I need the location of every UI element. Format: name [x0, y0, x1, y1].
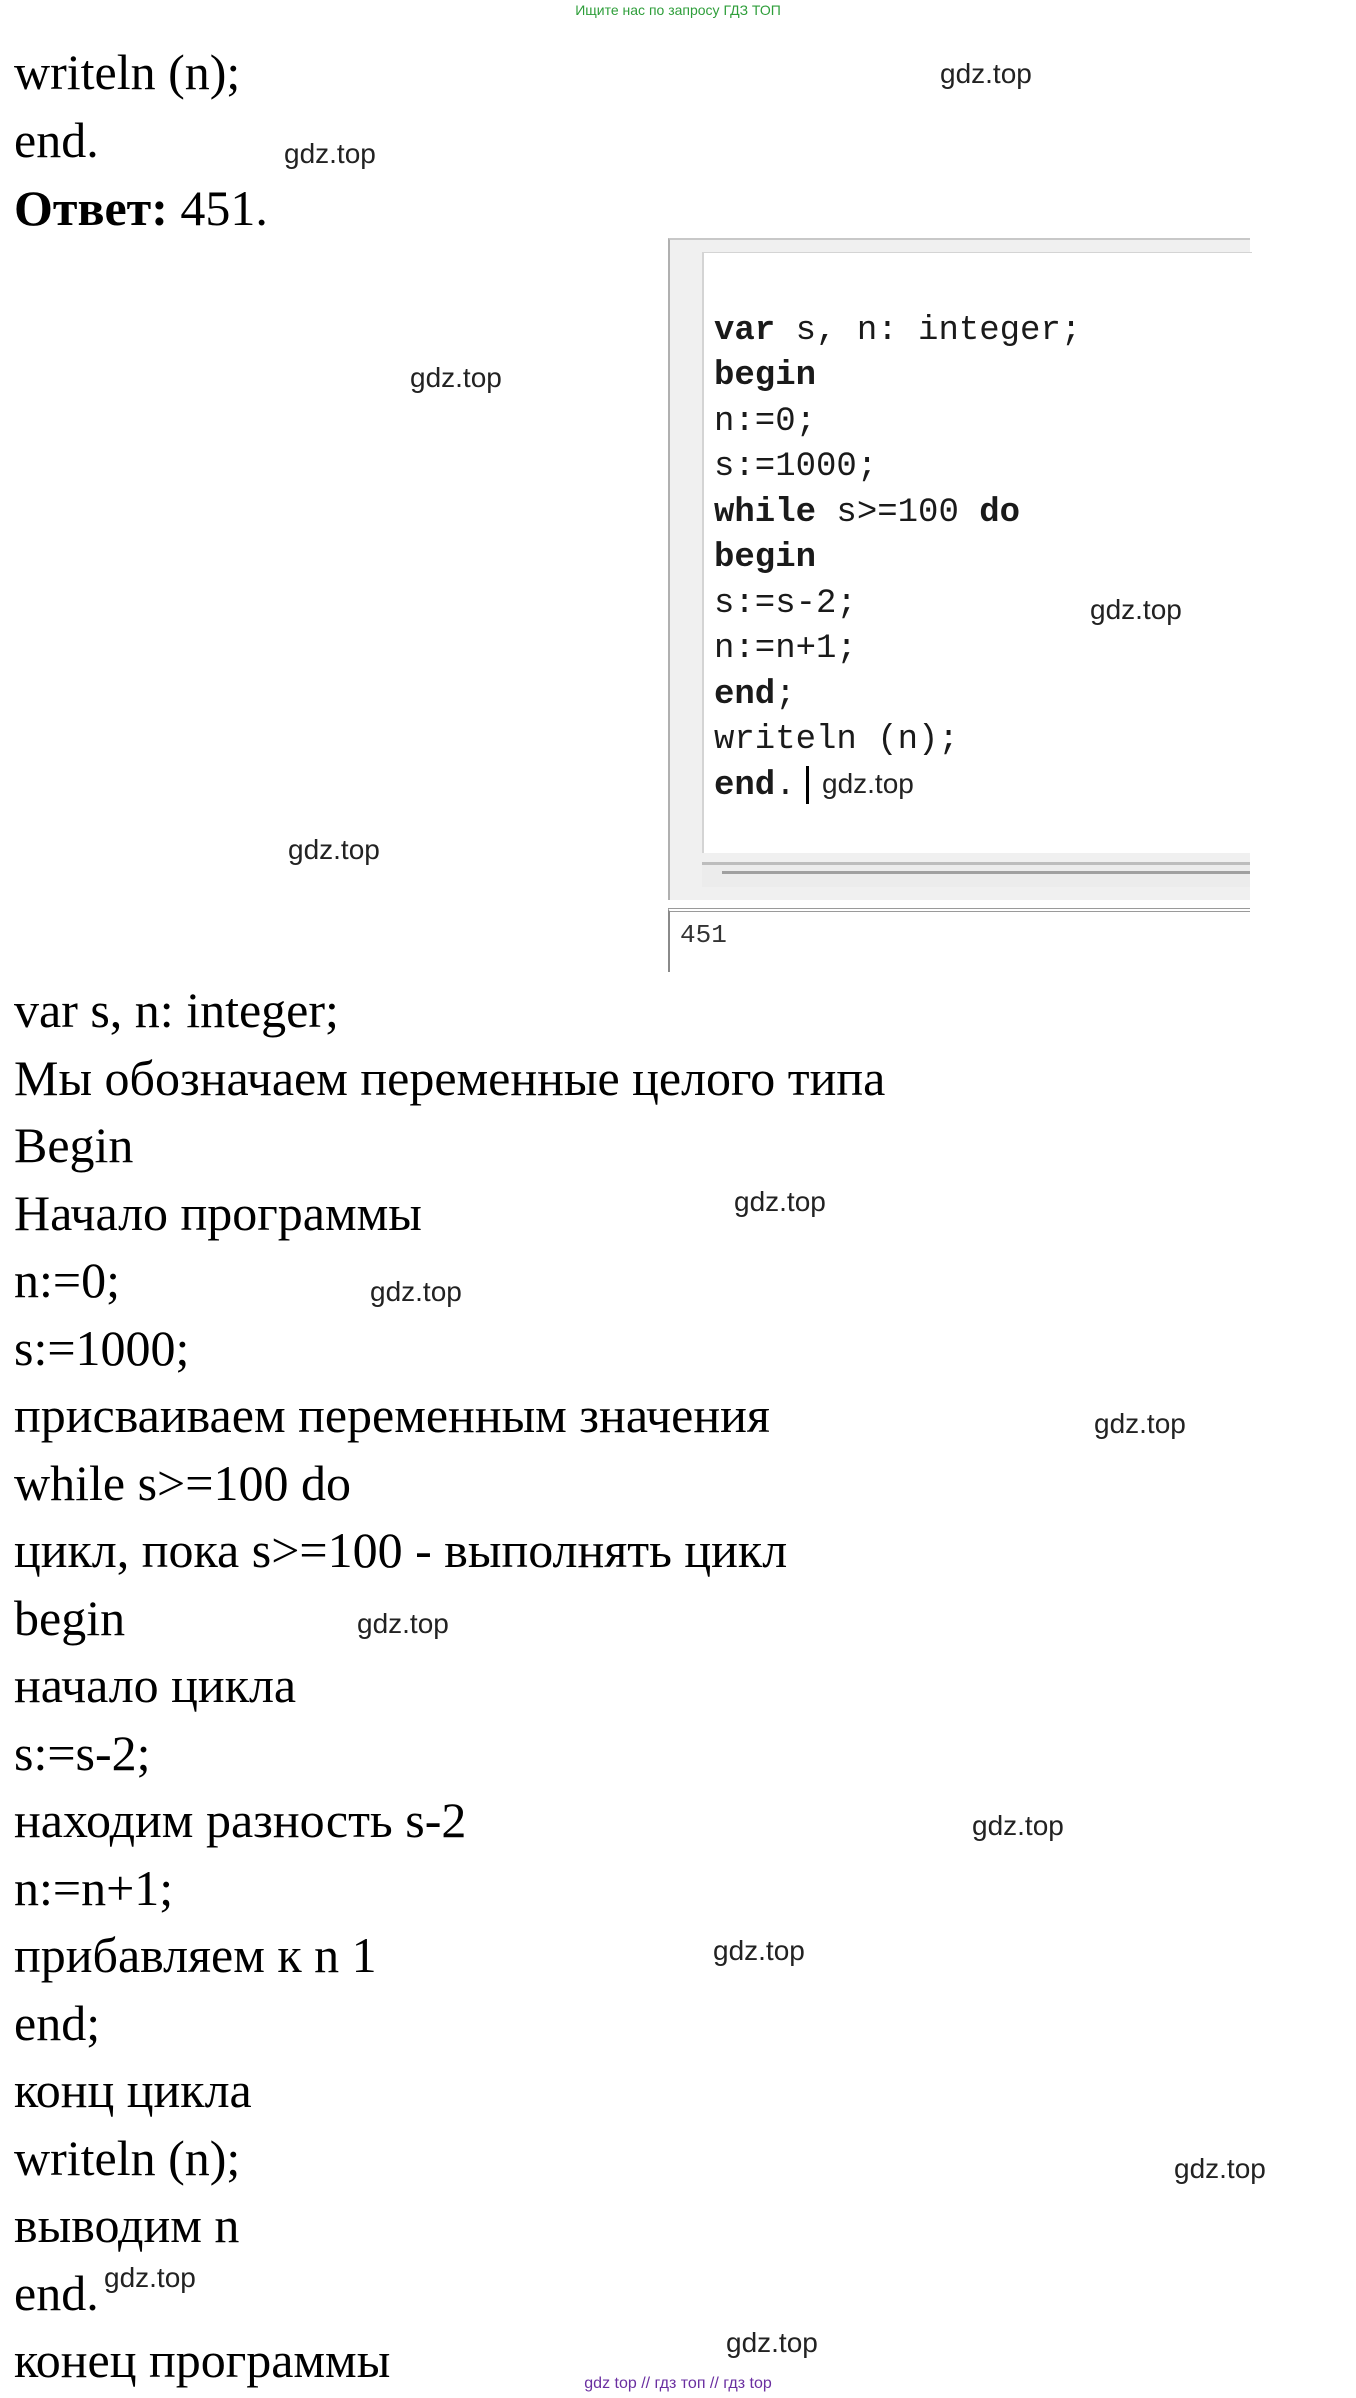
- explanation-line: цикл, пока s>=100 - выполнять цикл: [14, 1522, 788, 1578]
- watermark: gdz.top: [1090, 594, 1182, 625]
- ide-editor-window: [668, 238, 1250, 900]
- watermark: gdz.top: [822, 768, 914, 799]
- bottom-banner[interactable]: gdz top // гдз топ // гдз top: [584, 2375, 772, 2392]
- ide-code-line: var s, n: integer;: [714, 311, 1082, 350]
- ide-output-panel: [668, 908, 1250, 972]
- ide-code-line: begin: [714, 357, 817, 395]
- ide-code-area: [702, 252, 1252, 853]
- watermark: gdz.top: [288, 834, 380, 865]
- watermark: gdz.top: [734, 1186, 826, 1217]
- explanation-line: s:=s-2;: [14, 1725, 151, 1781]
- explanation-line: s:=1000;: [14, 1320, 190, 1376]
- explanation-line: end;: [14, 1995, 101, 2051]
- ide-code-line: begin: [714, 539, 817, 577]
- explanation-line: Begin: [14, 1117, 134, 1173]
- watermark: gdz.top: [104, 2262, 196, 2293]
- ide-code-line: end;: [714, 675, 796, 714]
- horizontal-scrollbar[interactable]: [702, 862, 1250, 887]
- answer-label: Ответ:: [14, 180, 168, 236]
- explanation-line: находим разность s-2: [14, 1792, 467, 1848]
- ide-code-line: n:=0;: [714, 402, 817, 441]
- watermark: gdz.top: [713, 1935, 805, 1966]
- explanation-line: writeln (n);: [14, 2130, 241, 2186]
- explanation-line: начало цикла: [14, 1657, 297, 1713]
- ide-code-line: s:=s-2;: [714, 584, 857, 623]
- explanation-line: присваиваем переменным значения: [14, 1387, 770, 1443]
- explanation-line: var s, n: integer;: [14, 982, 339, 1038]
- explanation-line: Мы обозначаем переменные целого типа: [14, 1050, 886, 1106]
- answer-value: 451.: [167, 180, 268, 236]
- ide-code: [714, 263, 1081, 900]
- watermark: gdz.top: [726, 2327, 818, 2358]
- watermark: gdz.top: [370, 1276, 462, 1307]
- watermark: gdz.top: [410, 362, 502, 393]
- ide-code-line: n:=n+1;: [714, 630, 857, 668]
- watermark: gdz.top: [940, 58, 1032, 89]
- explanation-line: конц цикла: [14, 2062, 252, 2118]
- watermark: gdz.top: [1094, 1408, 1186, 1439]
- explanation-line: while s>=100 do: [14, 1455, 351, 1511]
- text-caret: [806, 766, 809, 804]
- top-banner[interactable]: Ищите нас по запросу ГДЗ ТОП: [575, 2, 781, 18]
- ide-code-line: s:=1000;: [714, 448, 878, 486]
- explanation-line: begin: [14, 1590, 126, 1646]
- explanation-line: конец программы: [14, 2332, 391, 2388]
- explanation-line: n:=0;: [14, 1252, 120, 1308]
- watermark: gdz.top: [284, 138, 376, 169]
- code-line-end: end.: [14, 112, 99, 168]
- explanation-line: n:=n+1;: [14, 1860, 174, 1916]
- explanation-line: прибавляем к n 1: [14, 1927, 377, 1983]
- explanation-line: выводим n: [14, 2197, 240, 2253]
- ide-output-value: 451: [680, 920, 727, 950]
- code-line-writeln: writeln (n);: [14, 44, 241, 100]
- explanation-line: Начало программы: [14, 1185, 422, 1241]
- explanation-line: end.: [14, 2265, 99, 2321]
- watermark: gdz.top: [972, 1810, 1064, 1841]
- answer-line: [14, 180, 268, 236]
- watermark: gdz.top: [1174, 2153, 1266, 2184]
- watermark: gdz.top: [357, 1608, 449, 1639]
- ide-code-line: end.: [714, 764, 1081, 810]
- ide-code-line: while s>=100 do: [714, 493, 1021, 532]
- ide-code-line: writeln (n);: [714, 721, 959, 759]
